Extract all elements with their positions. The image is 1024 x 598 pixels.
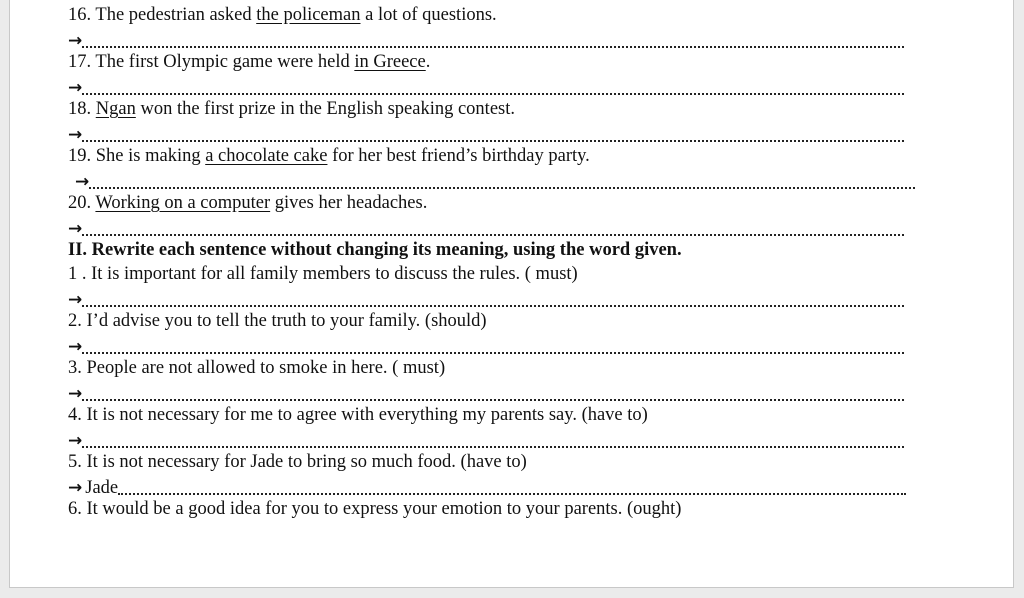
arrow-icon: → [68, 336, 83, 357]
question-17 [68, 51, 948, 75]
underlined-phrase: a chocolate cake [205, 146, 328, 166]
dotted-answer-blank[interactable] [89, 173, 915, 189]
dotted-answer-blank[interactable] [82, 79, 904, 95]
question-number: 18. [68, 99, 96, 119]
question-text: a lot of questions. [360, 5, 497, 25]
dotted-answer-blank[interactable] [82, 32, 904, 48]
arrow-icon: → [68, 219, 83, 239]
rewrite-answer-2[interactable] [68, 333, 948, 357]
underlined-phrase: the policeman [256, 5, 361, 25]
dotted-answer-blank[interactable] [82, 291, 904, 307]
question-18 [68, 98, 948, 122]
question-number: 17. [68, 52, 96, 72]
dotted-answer-blank[interactable] [118, 479, 906, 495]
arrow-icon: → [68, 78, 83, 98]
question-16 [68, 4, 948, 28]
question-text: She is making [95, 146, 206, 166]
dotted-answer-blank[interactable] [82, 385, 904, 401]
dotted-answer-blank[interactable] [82, 338, 904, 354]
arrow-icon: → [68, 31, 83, 51]
rewrite-item-1: 1 . It is important for all family members to discuss the rules. ( must) [68, 263, 578, 284]
question-number: 16. [68, 5, 96, 25]
worksheet-page [9, 0, 1014, 588]
answer-line-19[interactable] [68, 169, 948, 193]
question-text: The pedestrian asked [95, 5, 257, 25]
dotted-answer-blank[interactable] [82, 126, 904, 142]
underlined-phrase: Ngan [95, 99, 136, 119]
rewrite-item-5: 5. It is not necessary for Jade to bring so much food. (have to) [68, 451, 527, 472]
arrow-icon: → [68, 383, 83, 404]
rewrite-answer-3[interactable] [68, 380, 948, 404]
question-text: gives her headaches. [270, 193, 428, 213]
section-heading: II. Rewrite each sentence without changing its meaning, using the word given. [68, 240, 682, 260]
dotted-answer-blank[interactable] [82, 432, 904, 448]
question-text: for her best friend’s birthday party. [327, 146, 590, 166]
answer-line-16[interactable] [68, 28, 948, 52]
arrow-icon: → [68, 477, 83, 498]
arrow-icon: → [68, 125, 83, 145]
question-text: won the first prize in the English speaking contest. [135, 99, 515, 119]
arrow-icon: → [75, 172, 90, 192]
answer-lead-word: Jade [85, 477, 119, 498]
rewrite-item-4: 4. It is not necessary for me to agree with everything my parents say. (have to) [68, 404, 648, 425]
question-number: 20. [68, 193, 96, 213]
rewrite-answer-4[interactable] [68, 427, 948, 451]
answer-line-20[interactable] [68, 216, 948, 240]
arrow-icon: → [68, 289, 83, 310]
rewrite-item-3: 3. People are not allowed to smoke in here. ( must) [68, 357, 446, 378]
arrow-icon: → [68, 430, 83, 451]
rewrite-item-6: 6. It would be a good idea for you to express your emotion to your parents. (ought) [68, 498, 682, 519]
underlined-phrase: Working on a computer [95, 193, 271, 213]
underlined-phrase: in Greece [354, 52, 426, 72]
rewrite-answer-5[interactable] [68, 474, 948, 498]
question-number: 19. [68, 146, 96, 166]
worksheet-content [68, 4, 948, 521]
answer-line-18[interactable] [68, 122, 948, 146]
rewrite-item-2: 2. I’d advise you to tell the truth to your family. (should) [68, 310, 487, 331]
answer-line-17[interactable] [68, 75, 948, 99]
question-20 [68, 192, 948, 216]
rewrite-answer-1[interactable] [68, 286, 948, 310]
question-19 [68, 145, 948, 169]
question-text: The first Olympic game were held [95, 52, 355, 72]
dotted-answer-blank[interactable] [82, 220, 904, 236]
question-text: . [425, 52, 431, 72]
